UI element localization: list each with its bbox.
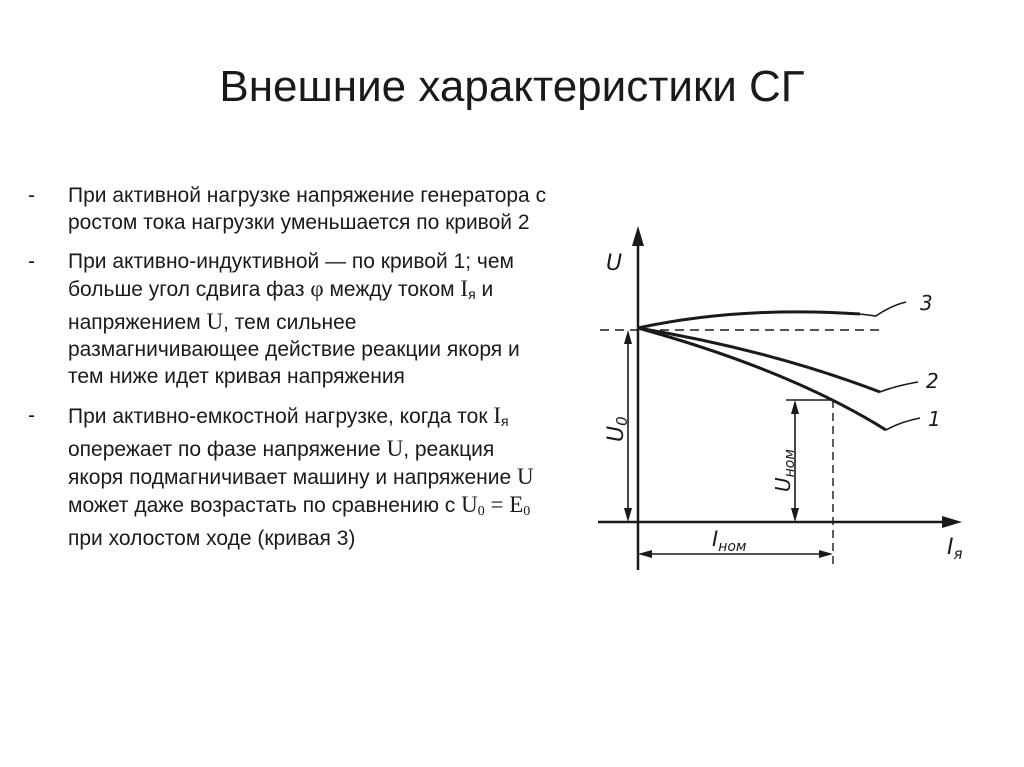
bullet-text-segment: При активно-емкостной нагрузке, когда ток: [68, 405, 494, 428]
bullet-list: [28, 182, 548, 564]
slide-title: Внешние характеристики СГ: [219, 62, 805, 111]
bullet-text-segment: может даже возрастать по сравнению с: [68, 494, 462, 517]
symbol-text: U: [206, 309, 224, 334]
x-axis-label: $I_я$: [947, 535, 963, 563]
bullet-text: [68, 182, 548, 236]
bullet-text-segment: при холостом ходе (кривая 3): [68, 527, 356, 550]
inom-arrow-left: [638, 550, 652, 558]
bullet-text-segment: При активной нагрузке напряжение генератора с ростом тока нагрузки уменьшается по кривой 2: [68, 184, 547, 234]
external-characteristics-diagram: [590, 220, 990, 580]
x-axis-arrow: [942, 516, 962, 528]
symbol-text: I: [460, 276, 469, 301]
bullet-item-2: [28, 248, 548, 390]
symbol-text: =: [484, 492, 510, 517]
bullet-text-segment: , тем сильнее размагничивающее действие реакции якоря и тем ниже идет кривая напряжения: [68, 311, 520, 388]
curve-3: [638, 312, 860, 328]
curve-1-leader: [886, 418, 920, 430]
bullet-text-segment: между током: [323, 278, 461, 301]
bullet-item-3: [28, 402, 548, 552]
symbol-text: U: [517, 464, 534, 489]
symbol-text: U: [461, 492, 478, 517]
unom-label: $U_{ном}$: [771, 449, 798, 492]
symbol-text: I: [493, 403, 502, 428]
unom-arrow-bottom: [791, 508, 799, 522]
u0-label: U0: [604, 416, 631, 442]
bullet-text: [68, 248, 548, 390]
bullet-text: [68, 402, 548, 552]
bullet-dash: -: [28, 184, 35, 207]
symbol-text: U: [386, 436, 404, 461]
symbol-text: φ: [310, 276, 324, 301]
bullet-item-1: [28, 182, 548, 236]
u0-arrow-top: [624, 330, 632, 344]
subscript-text: 0: [523, 504, 531, 519]
bullet-text-segment: , реакция якоря подмагничивает машину и напряжение: [68, 438, 517, 489]
y-axis-label: U: [606, 251, 623, 276]
subscript-text: я: [468, 286, 476, 302]
u0-arrow-bottom: [624, 508, 632, 522]
unom-arrow-top: [791, 400, 799, 414]
bullet-dash: -: [28, 404, 35, 427]
curve-3-label: 3: [920, 291, 933, 315]
bullet-text-segment: и напряжением: [68, 278, 494, 334]
curve-2-label: 2: [926, 369, 939, 393]
bullet-text-segment: При активно-индуктивной — по кривой 1; чем больше угол сдвига фаз: [68, 250, 514, 301]
bullet-dash: -: [28, 250, 35, 273]
curve-3-leader: [860, 302, 906, 316]
y-axis-arrow: [632, 226, 644, 246]
subscript-text: я: [501, 413, 509, 429]
subscript-text: 0: [477, 504, 485, 519]
curve-1-label: 1: [928, 407, 941, 431]
inom-arrow-right: [819, 550, 833, 558]
symbol-text: E: [509, 492, 524, 517]
curve-2-leader: [880, 382, 918, 392]
bullet-text-segment: опережает по фазе напряжение: [68, 438, 387, 461]
curve-1: [638, 328, 886, 430]
inom-label: $I_{ном}$: [712, 527, 747, 555]
